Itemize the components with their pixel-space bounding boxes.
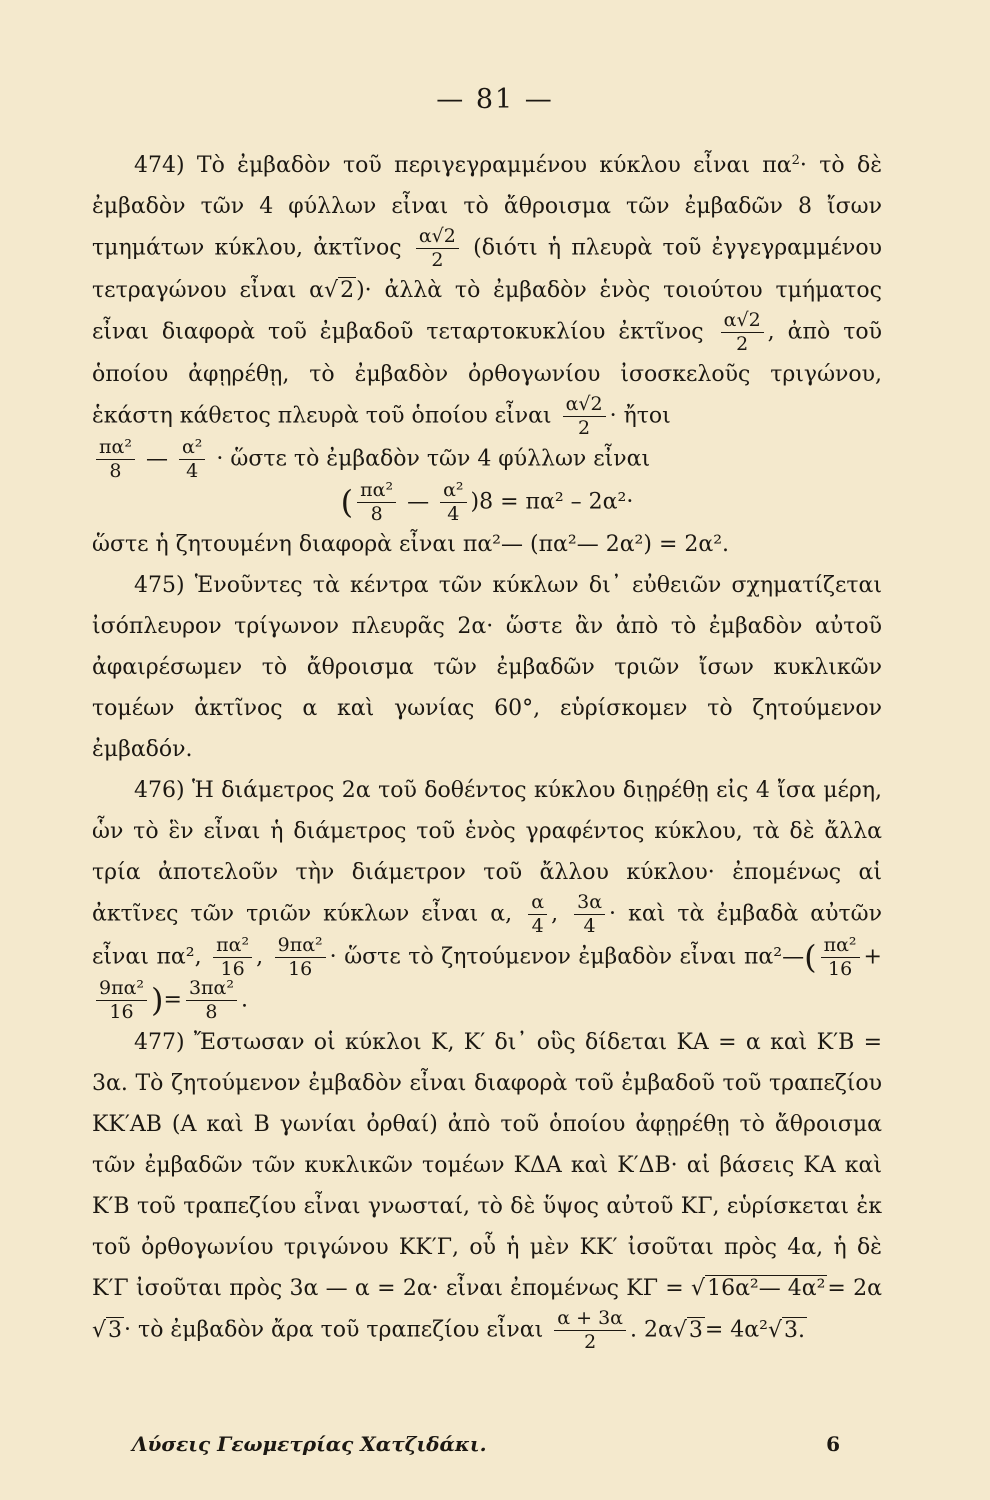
text: · τὸ ἐμβαδὸν ἄρα τοῦ τραπεζίου εἶναι — [124, 1317, 544, 1343]
page-body — [92, 145, 882, 1352]
fraction: $\frac{\text{9πα²}}{16}$ — [275, 936, 326, 979]
text: · τὸ δὲ ἐμβαδὸν τῶν 4 φύλλων εἶναι τὸ ἄθροισμα τῶν ἐμβαδῶν 8 ἴσων τμημάτων κύκλου, ἀκτῖνος — [92, 153, 882, 261]
fraction: $\frac{\alpha√2}{2}$ — [721, 311, 764, 354]
fraction: $\frac{\alpha√2}{2}$ — [416, 227, 459, 270]
fraction: $\frac{\alpha + 3\alpha}{2}$ — [554, 1309, 626, 1352]
signature-mark: 6 — [826, 1432, 840, 1456]
text: , ἀπὸ τοῦ ὁποίου ἀφῃρέθῃ, τὸ ἐμβαδὸν ὀρθογωνίου ἰσοσκελοῦς τριγώνου, ἑκάστη κάθετος πλευρὰ τοῦ ὁποίου εἶναι — [92, 319, 882, 429]
text: · ὥστε τὸ ἐμβαδὸν τῶν 4 φύλλων εἶναι — [216, 446, 651, 472]
fraction: $\frac{\text{πα²}}{8}$ — [357, 481, 396, 524]
text: · ὥστε τὸ ζητούμενον ἐμβαδὸν εἶναι πα²— — [329, 944, 805, 970]
conclusion-474 — [92, 524, 882, 565]
text: 477) Ἔστωσαν οἱ κύκλοι Κ, Κ′ δι᾿ οὓς δίδεται ΚΑ = α καὶ Κ′Β = 3α. Τὸ ζητούμενον ἐμβαδὸν εἶναι διαφορὰ τοῦ ἐμβαδοῦ τοῦ τραπεζίου ΚΚ′ΑΒ (Α καὶ Β γωνίαι ὀρθαί) ἀπὸ τοῦ ὁποίου ἀφῃρέθῃ τὸ ἄθροισμα τῶν ἐμβαδῶν τῶν κυκλικῶν τομέων ΚΔΑ καὶ Κ′ΔΒ· αἱ βάσεις ΚΑ καὶ Κ′Β τοῦ τραπεζίου εἶναι γνωσταί, τὸ δὲ ὕψος αὐτοῦ ΚΓ, εὑρίσκεται ἐκ τοῦ ὀρθογωνίου τριγώνου ΚΚ′Γ, οὗ ἡ μὲν ΚΚ′ ἰσοῦται πρὸς 4α, ἡ δὲ Κ′Γ ἰσοῦται πρὸς 3α — α = 2α· εἶναι ἐπομένως ΚΓ = — [92, 1030, 882, 1301]
sqrt-expression: √16α²— 4α² — [691, 1276, 826, 1301]
fraction: $\frac{\text{πα²}}{8}$ — [96, 438, 135, 481]
problem-477 — [92, 1022, 882, 1352]
fraction: $\frac{\text{πα²}}{16}$ — [213, 936, 252, 979]
fraction: $\frac{\text{α²}}{4}$ — [440, 481, 466, 524]
problem-475 — [92, 565, 882, 770]
text: )· ἀλλὰ τὸ ἐμβαδὸν ἑνὸς τοιούτου τμήματος εἶναι διαφορὰ τοῦ ἐμβαδοῦ τεταρτοκυκλίου ἐκτῖνος — [92, 278, 882, 345]
display-equation: ( $\frac{\text{πα²}}{8}$ — $\frac{\text{α²}}{4}$ )8 = πα² – 2α²· — [340, 479, 634, 525]
text: · καὶ τὰ ἐμβαδὰ αὐτῶν εἶναι πα², — [92, 901, 883, 970]
text: = 4α² — [704, 1317, 768, 1343]
page-footer — [132, 1432, 840, 1456]
page-number: — 81 — — [436, 84, 554, 115]
fraction: $\frac{\text{πα²}}{16}$ — [821, 936, 860, 979]
fraction: $\frac{\alpha}{4}$ — [528, 893, 547, 936]
sqrt-expression: √3. — [767, 1317, 806, 1343]
text: = 2α — [827, 1276, 883, 1301]
text: ὥστε ἡ ζητουμένη διαφορὰ εἶναι πα²— (πα²— 2α²) = 2α². — [92, 532, 730, 557]
fraction: $\frac{\text{9πα²}}{16}$ — [96, 979, 147, 1022]
fraction: $\frac{3\alpha}{4}$ — [574, 893, 605, 936]
fraction: $\frac{\text{3πα²}}{8}$ — [186, 979, 237, 1022]
problem-474: 474) Τὸ ἐμβαδὸν τοῦ περιγεγραμμένου κύκλου εἶναι $\pi\alpha^2\cdot$ τὸ δὲ ἐμβαδὸν τῶν 4 φύλλων εἶναι τὸ ἄθροισμα τῶν ἐμβαδῶν 8 ἴσων τμημάτων κύκλου, ἀκτῖνος $\frac{\alpha√2}{2}$ (διότι ἡ πλευρὰ τοῦ ἐγγεγραμμένου τετραγώνου εἶναι α√2)· ἀλλὰ τὸ ἐμβαδὸν ἑνὸς τοιούτου τμήματος εἶναι διαφορὰ τοῦ ἐμβαδοῦ τεταρτοκυκλίου ἐκτῖνος $\frac{\alpha√2}{2}$ , ἀπὸ τοῦ ὁποίου ἀφῃρέθῃ, τὸ ἐμβαδὸν ὀρθογωνίου ἰσοσκελοῦς τριγώνου, ἑκάστη κάθετος πλευρὰ τοῦ ὁποίου εἶναι $\frac{\alpha√2}{2}$ · ἤτοι $\frac{\text{πα²}}{8}$ — $\frac{\text{α²}}{4}$ · ὥστε τὸ ἐμβαδὸν τῶν 4 φύλλων εἶναι — [92, 153, 883, 482]
footer-title: Λύσεις Γεωμετρίας Χατζιδάκι. — [132, 1432, 487, 1456]
sqrt-expression: √3 — [92, 1317, 123, 1343]
text: 474) Τὸ ἐμβαδὸν τοῦ περιγεγραμμένου κύκλου εἶναι πα — [134, 153, 792, 178]
fraction: $\frac{\alpha√2}{2}$ — [563, 395, 606, 438]
text: · ἤτοι — [609, 403, 671, 429]
fraction: $\frac{\text{α²}}{4}$ — [179, 438, 205, 481]
text: (διότι ἡ πλευρὰ τοῦ ἐγγεγραμμένου τετραγώνου εἶναι α — [92, 235, 883, 303]
text: 476) Ἡ διάμετρος 2α τοῦ δοθέντος κύκλου διῃρέθῃ εἰς 4 ἴσα μέρη, ὧν τὸ ἓν εἶναι ἡ διάμετρος τοῦ ἑνὸς γραφέντος κύκλου, τὰ δὲ ἄλλα τρία ἀποτελοῦν τὴν διάμετρον τοῦ ἄλλου κύκλου· ἐπομένως αἱ ἀκτῖνες τῶν τριῶν κύκλων εἶναι α, — [92, 778, 882, 927]
minus-sign: — — [145, 446, 168, 472]
text: 475) Ἑνοῦντες τὰ κέντρα τῶν κύκλων δι᾿ εὐθειῶν σχηματίζεται ἰσόπλευρον τρίγωνον πλευρᾶς 2α· ὥστε ἂν ἀπὸ τὸ ἐμβαδὸν αὐτοῦ ἀφαιρέσωμεν τὸ ἄθροισμα τῶν ἐμβαδῶν τριῶν ἴσων κυκλικῶν τομέων ἀκτῖνος α καὶ γωνίας 60°, εὑρίσκομεν τὸ ζητούμενον ἐμβαδόν. — [92, 573, 882, 762]
sqrt-expression: √2 — [324, 278, 355, 303]
problem-476: 476) Ἡ διάμετρος 2α τοῦ δοθέντος κύκλου διῃρέθῃ εἰς 4 ἴσα μέρη, ὧν τὸ ἓν εἶναι ἡ διάμετρος τοῦ ἑνὸς γραφέντος κύκλου, τὰ δὲ ἄλλα τρία ἀποτελοῦν τὴν διάμετρον τοῦ ἄλλου κύκλου· ἐπομένως αἱ ἀκτῖνες τῶν τριῶν κύκλων εἶναι α, $\frac{\alpha}{4}$ , $\frac{3\alpha}{4}$ · καὶ τὰ ἐμβαδὰ αὐτῶν εἶναι πα², $\frac{\text{πα²}}{16}$ , $\frac{\text{9πα²}}{16}$ · ὥστε τὸ ζητούμενον ἐμβαδὸν εἶναι πα²—( $\frac{\text{πα²}}{16}$ + $\frac{\text{9πα²}}{16}$ )= $\frac{\text{3πα²}}{8}$ . — [92, 778, 883, 1023]
text: . 2α — [630, 1317, 673, 1343]
sqrt-expression: √3 — [672, 1317, 703, 1343]
